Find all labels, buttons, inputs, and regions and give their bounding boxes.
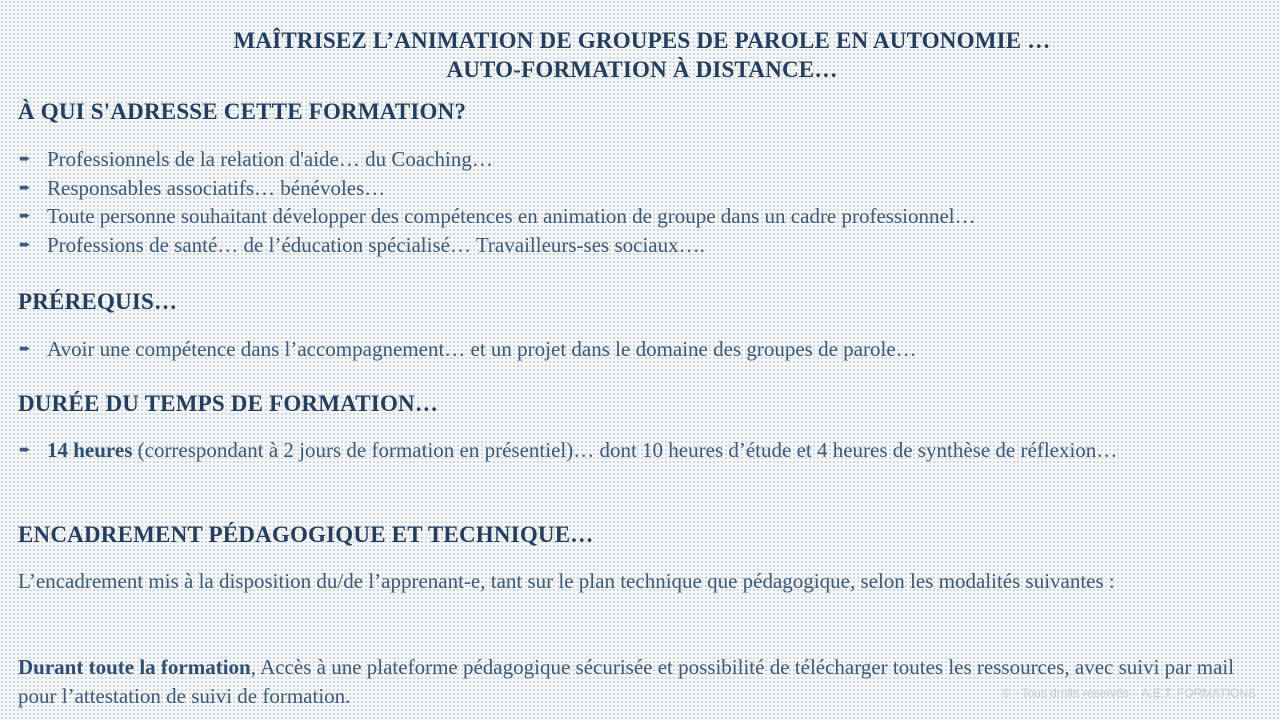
audience-list <box>18 145 976 259</box>
list-item <box>18 231 976 260</box>
duration-hours: 14 heures <box>47 438 133 462</box>
arrow-right-icon: ➨ <box>19 179 31 196</box>
copyright-footer: © - Tous droits réservés – A.E.T. FORMATIONS <box>1002 686 1256 700</box>
arrow-right-icon: ➨ <box>19 341 31 357</box>
page-title <box>0 26 1280 84</box>
list-item <box>18 335 917 364</box>
prerequisites-list <box>18 335 917 364</box>
duration-detail: (correspondant à 2 jours de formation en présentiel)… dont 10 heures d’étude et 4 heures de synthèse de réflexion… <box>132 438 1118 462</box>
arrow-right-icon: ➨ <box>19 442 31 458</box>
arrow-right-icon: ➨ <box>19 236 31 253</box>
arrow-right-icon: ➨ <box>19 208 31 224</box>
supervision-heading: ENCADREMENT PÉDAGOGIQUE ET TECHNIQUE… <box>18 522 594 547</box>
list-item-text: Professionnels de la relation d'aide… du Coaching… <box>47 147 493 171</box>
list-item <box>18 174 976 203</box>
duration-heading: DURÉE DU TEMPS DE FORMATION… <box>18 391 439 416</box>
supervision-intro: L’encadrement mis à la disposition du/de l’apprenant-e, tant sur le plan technique que pédagogique, selon les modalités suivantes : <box>18 569 1115 593</box>
audience-heading: À QUI S'ADRESSE CETTE FORMATION? <box>18 99 467 124</box>
list-item <box>18 145 976 174</box>
list-item <box>18 202 976 231</box>
during-text: , Accès à une plateforme pédagogique sécurisée et possibilité de télécharger toutes les ressources, avec suivi par mail pour l’attestation de suivi de formation. <box>18 655 1235 708</box>
title-line-1: MAÎTRISEZ L’ANIMATION DE GROUPES DE PAROLE EN AUTONOMIE … <box>233 28 1051 53</box>
supervision-during <box>18 653 1248 710</box>
arrow-right-icon: ➨ <box>19 151 31 167</box>
prerequisites-heading: PRÉREQUIS… <box>18 289 178 314</box>
list-item-text: Avoir une compétence dans l’accompagnement… et un projet dans le domaine des groupes de parole… <box>47 337 917 361</box>
during-label: Durant toute la formation <box>18 655 251 679</box>
list-item-text: Responsables associatifs… bénévoles… <box>47 175 386 200</box>
list-item <box>18 436 1242 465</box>
duration-list <box>18 436 1242 465</box>
title-line-2: AUTO-FORMATION À DISTANCE… <box>446 57 838 82</box>
list-item-text: Toute personne souhaitant développer des compétences en animation de groupe dans un cadre professionnel… <box>47 204 976 228</box>
list-item-text: Professions de santé… de l’éducation spécialisé… Travailleurs-ses sociaux…. <box>47 232 705 257</box>
